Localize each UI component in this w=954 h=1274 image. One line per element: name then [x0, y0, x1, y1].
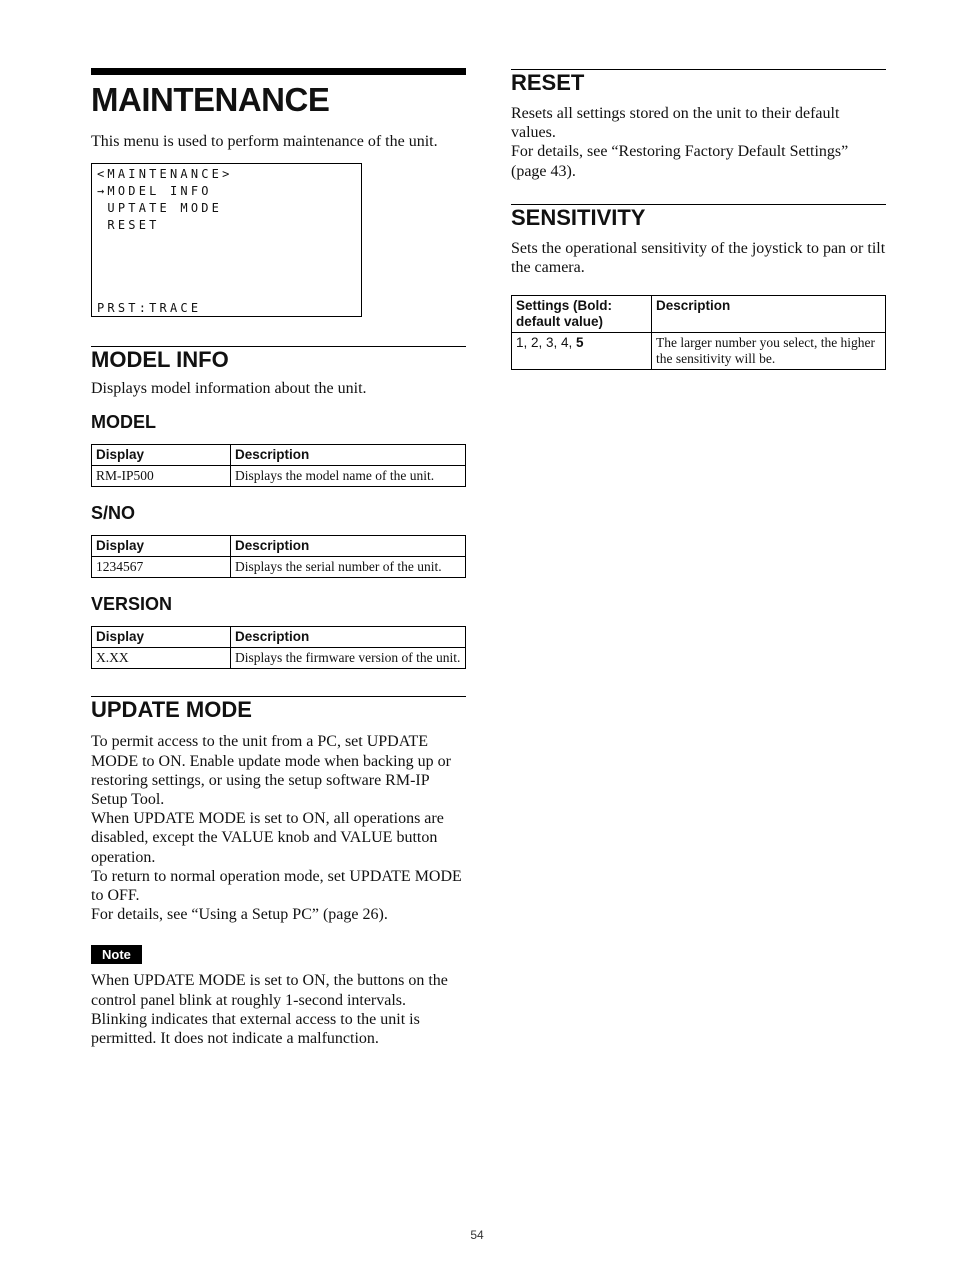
table-header-cell: Display	[92, 536, 231, 557]
table-cell: X.XX	[92, 648, 231, 669]
menu-line-reset: RESET	[97, 218, 160, 233]
reset-paragraph: Resets all settings stored on the unit to their default values.	[511, 105, 840, 142]
table-header-row	[92, 536, 466, 557]
title-bar-rule	[91, 68, 466, 75]
update-mode-paragraph: To permit access to the unit from a PC, set UPDATE MODE to ON. Enable update mode when backing up or restoring settings, or using the setup software RM-IP Setup Tool.	[91, 733, 451, 809]
table-cell: 1234567	[92, 557, 231, 578]
section-heading-update-mode: UPDATE MODE	[91, 697, 252, 723]
subheading-model: MODEL	[91, 412, 156, 433]
update-mode-paragraph: When UPDATE MODE is set to ON, all operations are disabled, except the VALUE knob and VALUE button operation.	[91, 810, 444, 866]
section-heading-reset: RESET	[511, 70, 585, 95]
table-header-cell: Display	[92, 445, 231, 466]
menu-line-title: <MAINTENANCE>	[97, 167, 233, 182]
table-cell: Displays the model name of the unit.	[231, 466, 466, 487]
table-header-cell: Description	[652, 296, 886, 333]
reset-paragraph: For details, see “Restoring Factory Default Settings” (page 43).	[511, 143, 849, 180]
note-container	[91, 945, 466, 964]
version-table	[91, 626, 466, 669]
section-heading-model-info: MODEL INFO	[91, 347, 229, 373]
menu-line-update-mode: UPTATE MODE	[97, 201, 223, 216]
table-row	[92, 648, 466, 669]
table-cell: RM-IP500	[92, 466, 231, 487]
right-column	[511, 68, 886, 370]
subheading-sno: S/NO	[91, 503, 136, 524]
sensitivity-table	[511, 295, 886, 370]
note-badge: Note	[91, 945, 142, 964]
table-header-cell: Settings (Bold: default value)	[512, 296, 652, 333]
model-table	[91, 444, 466, 487]
sno-table	[91, 535, 466, 578]
table-header-cell: Description	[231, 536, 466, 557]
note-text: When UPDATE MODE is set to ON, the buttons on the control panel blink at roughly 1-second intervals. Blinking indicates that external access to the unit is permitted. It does not indicate a malfunction.	[91, 972, 448, 1048]
section-heading-sensitivity: SENSITIVITY	[511, 204, 646, 230]
table-header-row	[92, 445, 466, 466]
menu-screen	[91, 163, 362, 317]
reset-body	[511, 104, 886, 181]
model-info-description: Displays model information about the unit.	[91, 380, 367, 398]
table-header-row	[92, 627, 466, 648]
settings-values: 1, 2, 3, 4,	[516, 335, 577, 351]
update-mode-paragraph: For details, see “Using a Setup PC” (page 26).	[91, 906, 388, 924]
settings-default-value: 5	[576, 335, 584, 351]
table-row	[512, 333, 886, 370]
update-mode-paragraph: To return to normal operation mode, set UPDATE MODE to OFF.	[91, 867, 462, 905]
table-header-cell: Description	[231, 445, 466, 466]
sensitivity-description: Sets the operational sensitivity of the joystick to pan or tilt the camera.	[511, 239, 886, 277]
update-mode-body	[91, 732, 466, 924]
table-header-row	[512, 296, 886, 333]
table-cell: Displays the firmware version of the unit.	[231, 648, 466, 669]
maintenance-intro: This menu is used to perform maintenance of the unit.	[91, 133, 438, 150]
table-row	[92, 557, 466, 578]
table-header-cell: Display	[92, 627, 231, 648]
page-number: 54	[470, 1228, 484, 1242]
table-cell: The larger number you select, the higher the sensitivity will be.	[652, 333, 886, 370]
settings-values-cell	[512, 333, 652, 370]
subheading-version: VERSION	[91, 594, 173, 615]
table-header-cell: Description	[231, 627, 466, 648]
table-cell: Displays the serial number of the unit.	[231, 557, 466, 578]
table-row	[92, 466, 466, 487]
menu-line-model-info: →MODEL INFO	[97, 184, 212, 199]
left-column	[91, 68, 466, 1048]
page-title: MAINTENANCE	[91, 81, 330, 118]
menu-line-footer: PRST:TRACE	[97, 301, 202, 316]
